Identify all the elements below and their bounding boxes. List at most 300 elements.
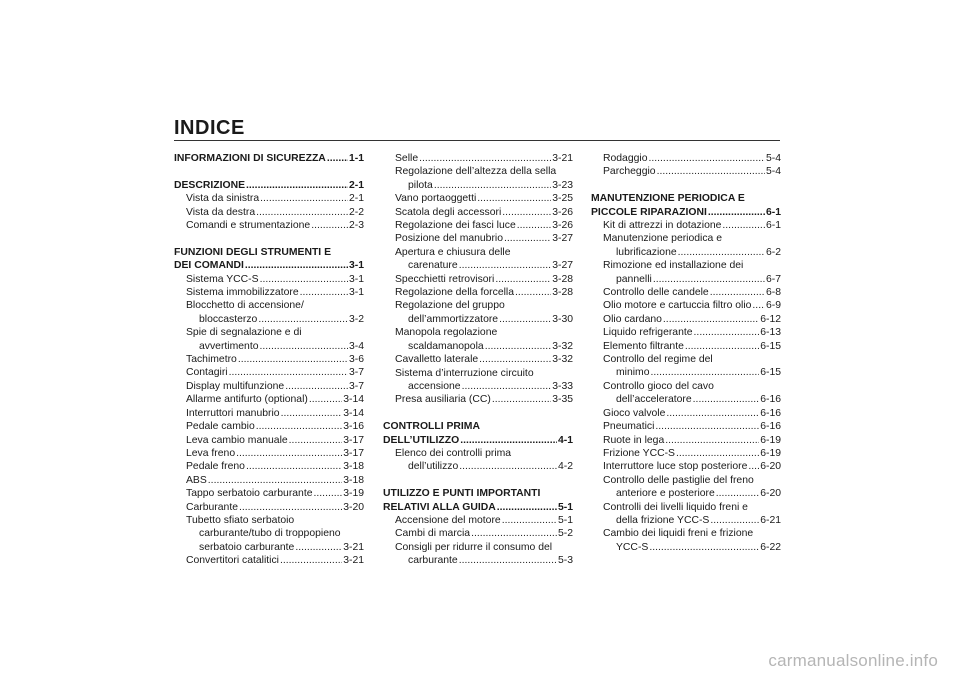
dot-leader <box>462 380 552 393</box>
toc-entry-label: Rodaggio <box>603 153 648 164</box>
toc-entry[interactable] <box>591 326 781 339</box>
toc-entry-label: Gioco valvole <box>603 407 666 419</box>
toc-entry[interactable] <box>174 554 364 567</box>
toc-entry-label: Sistema YCC-S <box>186 273 259 285</box>
dot-leader <box>504 232 551 245</box>
toc-page-number: 3-18 <box>343 474 364 486</box>
toc-column-1 <box>174 152 364 568</box>
toc-entry[interactable] <box>591 165 781 178</box>
dot-leader <box>459 460 557 473</box>
toc-page-number: 3-7 <box>348 380 364 392</box>
toc-entry[interactable] <box>383 206 573 219</box>
toc-entry[interactable] <box>591 487 781 500</box>
toc-entry-label: Regolazione dell’altezza della sella <box>395 166 557 178</box>
toc-page-number: 2-1 <box>348 179 364 191</box>
toc-page-number: 5-3 <box>557 555 573 567</box>
dot-leader <box>471 527 557 540</box>
toc-column-2 <box>383 152 573 568</box>
toc-entry-label: Vista da destra <box>186 206 256 218</box>
toc-entry[interactable] <box>383 152 573 165</box>
toc-page-number: 6-7 <box>765 273 781 285</box>
toc-entry-label: carenature <box>408 260 458 272</box>
toc-section-heading[interactable] <box>174 152 364 165</box>
section-gap <box>174 232 364 245</box>
toc-page-number: 6-12 <box>760 313 781 325</box>
toc-entry[interactable] <box>383 514 573 527</box>
toc-entry-label: avvertimento <box>199 340 259 352</box>
toc-page-number: 3-26 <box>552 220 573 232</box>
toc-page-number: 5-2 <box>557 528 573 540</box>
dot-leader <box>716 487 759 500</box>
section-gap <box>383 407 573 420</box>
dot-leader <box>502 514 557 527</box>
toc-page-number: 6-2 <box>765 246 781 258</box>
toc-page-number: 3-18 <box>343 461 364 473</box>
dot-leader <box>246 179 348 192</box>
toc-entry[interactable] <box>591 407 781 420</box>
toc-entry[interactable] <box>383 232 573 245</box>
dot-leader <box>693 393 760 406</box>
dot-leader <box>663 313 759 326</box>
toc-entry-label: Apertura e chiusura delle <box>395 246 511 258</box>
toc-entry-label: Pedale cambio <box>186 421 255 433</box>
toc-entry[interactable] <box>383 554 573 567</box>
toc-entry-label: pilota <box>408 179 433 191</box>
toc-page-number: 6-16 <box>760 407 781 419</box>
toc-page-number: 3-14 <box>343 407 364 419</box>
toc-entry-label: Consigli per ridurre il consumo del <box>395 541 553 553</box>
dot-leader <box>710 286 765 299</box>
toc-entry-label: Sistema immobilizzatore <box>186 287 299 299</box>
dot-leader <box>256 206 348 219</box>
toc-entry-label: FUNZIONI DEGLI STRUMENTI E <box>174 246 332 258</box>
toc-page-number: 3-1 <box>348 273 364 285</box>
toc-entry-label: bloccasterzo <box>199 313 258 325</box>
toc-section-heading <box>383 420 573 433</box>
toc-entry[interactable] <box>383 179 573 192</box>
dot-leader <box>748 460 759 473</box>
toc-entry[interactable] <box>591 340 781 353</box>
dot-leader <box>485 340 552 353</box>
toc-entry[interactable] <box>591 286 781 299</box>
toc-page-number: 6-22 <box>760 541 781 553</box>
toc-entry[interactable] <box>174 487 364 500</box>
title-divider <box>174 140 780 141</box>
toc-page-number: 3-27 <box>552 233 573 245</box>
toc-entry[interactable] <box>174 219 364 232</box>
toc-page-number: 5-1 <box>557 514 573 526</box>
dot-leader <box>327 152 348 165</box>
toc-entry <box>591 527 781 540</box>
toc-entry-label: Carburante <box>186 501 238 513</box>
toc-entry-label: pannelli <box>616 273 652 285</box>
dot-leader <box>236 447 342 460</box>
dot-leader <box>256 420 342 433</box>
toc-entry[interactable] <box>591 541 781 554</box>
dot-leader <box>722 219 765 232</box>
toc-entry-label: Regolazione dei fasci luce <box>395 220 516 232</box>
toc-entry-label: Controllo delle candele <box>603 287 709 299</box>
toc-page-number: 3-4 <box>348 340 364 352</box>
toc-page-number: 2-2 <box>348 206 364 218</box>
toc-entry-label: carburante/tubo di troppopieno <box>199 528 341 540</box>
toc-page-number: 3-6 <box>348 354 364 366</box>
toc-entry-label: Rimozione ed installazione dei <box>603 260 744 272</box>
toc-entry <box>383 165 573 178</box>
toc-entry <box>591 380 781 393</box>
toc-entry-label: carburante <box>408 555 458 567</box>
toc-page-number: 3-33 <box>552 380 573 392</box>
toc-entry-label: Sistema d’interruzione circuito <box>395 367 534 379</box>
toc-page-number: 3-21 <box>343 555 364 567</box>
toc-entry-label: Manopola regolazione <box>395 327 498 339</box>
toc-entry[interactable] <box>591 393 781 406</box>
toc-entry[interactable] <box>591 460 781 473</box>
dot-leader <box>678 246 765 259</box>
toc-page-number: 3-26 <box>552 206 573 218</box>
toc-entry-label: Scatola degli accessori <box>395 206 502 218</box>
toc-entry[interactable] <box>591 434 781 447</box>
toc-entry-label: Olio motore e cartuccia filtro olio <box>603 300 752 312</box>
toc-entry-label: serbatoio carburante <box>199 541 295 553</box>
toc-entry-label: Controllo del regime del <box>603 354 713 366</box>
page-title: INDICE <box>174 117 245 139</box>
toc-page-number: 3-20 <box>343 501 364 513</box>
toc-entry[interactable] <box>174 447 364 460</box>
toc-entry <box>174 299 364 312</box>
toc-page-number: 3-35 <box>552 394 573 406</box>
toc-entry-label: Accensione del motore <box>395 514 501 526</box>
toc-entry-label: DEI COMANDI <box>174 260 244 272</box>
toc-entry <box>383 326 573 339</box>
dot-leader <box>515 286 551 299</box>
dot-leader <box>694 326 760 339</box>
dot-leader <box>289 434 343 447</box>
toc-entry-label: Ruote in lega <box>603 434 665 446</box>
toc-page-number: 6-1 <box>765 206 781 218</box>
toc-entry[interactable] <box>174 501 364 514</box>
dot-leader <box>260 192 348 205</box>
toc-page-number: 3-28 <box>552 273 573 285</box>
toc-entry[interactable] <box>383 460 573 473</box>
toc-entry-label: Tappo serbatoio carburante <box>186 488 313 500</box>
toc-entry[interactable] <box>591 366 781 379</box>
toc-entry <box>383 541 573 554</box>
toc-page-number: 3-28 <box>552 287 573 299</box>
toc-entry[interactable] <box>174 340 364 353</box>
toc-entry <box>591 232 781 245</box>
toc-section-heading[interactable] <box>174 179 364 192</box>
toc-entry[interactable] <box>591 246 781 259</box>
toc-entry[interactable] <box>174 393 364 406</box>
dot-leader <box>238 353 348 366</box>
toc-entry-label: minimo <box>616 367 650 379</box>
toc-section-heading[interactable] <box>174 259 364 272</box>
section-gap <box>591 179 781 192</box>
toc-entry-label: YCC-S <box>616 541 649 553</box>
toc-entry-label: Kit di attrezzi in dotazione <box>603 220 722 232</box>
toc-entry[interactable] <box>174 380 364 393</box>
dot-leader <box>657 165 765 178</box>
toc-entry-label: Comandi e strumentazione <box>186 220 311 232</box>
toc-entry-label: Frizione YCC-S <box>603 447 675 459</box>
toc-page-number: 2-1 <box>348 193 364 205</box>
toc-page-number: 5-4 <box>765 166 781 178</box>
toc-entry-label: Pneumatici <box>603 421 655 433</box>
dot-leader <box>495 273 551 286</box>
dot-leader <box>259 340 347 353</box>
toc-entry[interactable] <box>174 206 364 219</box>
toc-entry <box>591 259 781 272</box>
dot-leader <box>459 554 557 567</box>
toc-entry[interactable] <box>174 192 364 205</box>
toc-entry-label: Cavalletto laterale <box>395 354 479 366</box>
toc-page-number: 3-23 <box>552 179 573 191</box>
toc-entry-label: Convertitori catalitici <box>186 555 279 567</box>
toc-entry-label: Controllo gioco del cavo <box>603 380 714 392</box>
toc-page-number: 4-1 <box>557 434 573 446</box>
section-gap <box>174 165 364 178</box>
toc-page-number: 6-20 <box>760 461 781 473</box>
toc-entry-label: Cambi di marcia <box>395 528 471 540</box>
toc-page-number: 6-20 <box>760 488 781 500</box>
toc-entry-label: Allarme antifurto (optional) <box>186 394 308 406</box>
toc-entry <box>383 367 573 380</box>
toc-entry-label: Tachimetro <box>186 354 237 366</box>
dot-leader <box>499 313 551 326</box>
toc-entry-label: dell’acceleratore <box>616 394 692 406</box>
toc-entry-label: Blocchetto di accensione/ <box>186 300 304 312</box>
toc-page-number: 3-14 <box>343 394 364 406</box>
toc-entry-label: Leva cambio manuale <box>186 434 288 446</box>
toc-page-number: 5-1 <box>557 501 573 513</box>
toc-entry-label: PICCOLE RIPARAZIONI <box>591 206 707 218</box>
toc-entry[interactable] <box>383 219 573 232</box>
toc-entry[interactable] <box>383 340 573 353</box>
toc-entry <box>591 501 781 514</box>
toc-column-3 <box>591 152 781 554</box>
dot-leader <box>651 366 760 379</box>
dot-leader <box>685 340 759 353</box>
toc-entry[interactable] <box>383 259 573 272</box>
toc-entry[interactable] <box>174 474 364 487</box>
toc-entry <box>383 246 573 259</box>
toc-entry <box>174 326 364 339</box>
toc-entry-label: Leva freno <box>186 447 236 459</box>
dot-leader <box>245 259 348 272</box>
section-gap <box>383 474 573 487</box>
dot-leader <box>459 259 552 272</box>
toc-entry-label: Liquido refrigerante <box>603 327 693 339</box>
toc-entry-label: Pedale freno <box>186 461 245 473</box>
dot-leader <box>653 273 765 286</box>
toc-entry[interactable] <box>174 286 364 299</box>
dot-leader <box>229 366 348 379</box>
toc-entry[interactable] <box>174 353 364 366</box>
toc-entry-label: Manutenzione periodica e <box>603 233 722 245</box>
toc-entry[interactable] <box>383 273 573 286</box>
toc-entry-label: Interruttori manubrio <box>186 407 280 419</box>
toc-entry-label: anteriore e posteriore <box>616 488 715 500</box>
toc-entry-label: lubrificazione <box>616 246 677 258</box>
toc-entry[interactable] <box>591 299 781 312</box>
toc-section-heading[interactable] <box>591 206 781 219</box>
dot-leader <box>309 393 342 406</box>
toc-page-number: 3-17 <box>343 434 364 446</box>
toc-entry[interactable] <box>174 273 364 286</box>
toc-entry[interactable] <box>174 420 364 433</box>
toc-page-number: 6-8 <box>765 287 781 299</box>
dot-leader <box>666 407 759 420</box>
toc-entry-label: Controlli dei livelli liquido freni e <box>603 501 748 513</box>
toc-entry-label: UTILIZZO E PUNTI IMPORTANTI <box>383 488 541 500</box>
toc-entry-label: dell’utilizzo <box>408 461 459 473</box>
toc-section-heading[interactable] <box>383 434 573 447</box>
toc-entry[interactable] <box>174 313 364 326</box>
toc-page-number: 3-19 <box>343 488 364 500</box>
toc-entry[interactable] <box>591 152 781 165</box>
toc-entry-label: Parcheggio <box>603 166 656 178</box>
toc-entry[interactable] <box>591 514 781 527</box>
toc-entry-label: MANUTENZIONE PERIODICA E <box>591 193 745 205</box>
toc-entry[interactable] <box>174 407 364 420</box>
toc-entry[interactable] <box>174 366 364 379</box>
toc-entry-label: Selle <box>395 153 419 164</box>
toc-page-number: 2-3 <box>348 220 364 232</box>
toc-entry[interactable] <box>591 447 781 460</box>
dot-leader <box>649 152 765 165</box>
toc-entry-label: Vano portaoggetti <box>395 193 477 205</box>
toc-entry-label: Vista da sinistra <box>186 193 260 205</box>
toc-entry-label: Controllo delle pastiglie del freno <box>603 474 754 486</box>
toc-section-heading <box>174 246 364 259</box>
toc-page-number: 6-19 <box>760 434 781 446</box>
dot-leader <box>246 460 342 473</box>
dot-leader <box>752 299 765 312</box>
toc-page-number: 3-16 <box>343 421 364 433</box>
toc-section-heading[interactable] <box>383 501 573 514</box>
toc-entry[interactable] <box>383 192 573 205</box>
toc-section-heading <box>591 192 781 205</box>
dot-leader <box>517 219 551 232</box>
toc-entry <box>383 447 573 460</box>
toc-entry-label: dell’ammortizzatore <box>408 313 499 325</box>
dot-leader <box>208 474 342 487</box>
toc-entry[interactable] <box>174 541 364 554</box>
toc-entry-label: Elenco dei controlli prima <box>395 447 512 459</box>
toc-entry-label: Specchietti retrovisori <box>395 273 495 285</box>
dot-leader <box>655 420 759 433</box>
dot-leader <box>314 487 343 500</box>
toc-page-number: 3-21 <box>552 153 573 164</box>
dot-leader <box>497 501 557 514</box>
toc-entry-label: Cambio dei liquidi freni e frizione <box>603 528 754 540</box>
dot-leader <box>460 434 557 447</box>
toc-entry[interactable] <box>174 434 364 447</box>
toc-page-number: 6-9 <box>765 300 781 312</box>
toc-entry-label: accensione <box>408 380 461 392</box>
dot-leader <box>492 393 551 406</box>
toc-entry[interactable] <box>383 286 573 299</box>
toc-page-number: 6-16 <box>760 421 781 433</box>
toc-page-number: 4-2 <box>557 461 573 473</box>
dot-leader <box>649 541 759 554</box>
toc-page-number: 5-4 <box>765 153 781 164</box>
toc-entry[interactable] <box>591 219 781 232</box>
toc-entry-label: Elemento filtrante <box>603 340 684 352</box>
dot-leader <box>285 380 348 393</box>
toc-entry-label: Regolazione del gruppo <box>395 300 505 312</box>
toc-entry <box>591 474 781 487</box>
watermark-footer: carmanualsonline.info <box>768 651 938 670</box>
toc-entry[interactable] <box>591 273 781 286</box>
toc-page-number: 3-1 <box>348 287 364 299</box>
dot-leader <box>258 313 348 326</box>
toc-entry-label: Regolazione della forcella <box>395 287 514 299</box>
toc-entry-label: Interruttore luce stop posteriore <box>603 461 748 473</box>
toc-entry-label: scaldamanopola <box>408 340 484 352</box>
dot-leader <box>260 273 348 286</box>
toc-entry[interactable] <box>383 353 573 366</box>
toc-page-number: 3-7 <box>348 367 364 379</box>
dot-leader <box>676 447 759 460</box>
toc-page-number: 6-21 <box>760 514 781 526</box>
dot-leader <box>434 179 551 192</box>
toc-entry[interactable] <box>383 527 573 540</box>
toc-entry-label: Presa ausiliaria (CC) <box>395 394 491 406</box>
toc-entry[interactable] <box>591 313 781 326</box>
toc-entry <box>174 514 364 527</box>
toc-section-heading <box>383 487 573 500</box>
toc-entry <box>591 353 781 366</box>
toc-page-number: 3-30 <box>552 313 573 325</box>
toc-entry[interactable] <box>383 393 573 406</box>
toc-page-number: 6-15 <box>760 367 781 379</box>
toc-page-number: 6-19 <box>760 447 781 459</box>
dot-leader <box>477 192 551 205</box>
toc-entry-label: della frizione YCC-S <box>616 514 710 526</box>
toc-page-number: 1-1 <box>348 153 364 164</box>
toc-entry[interactable] <box>383 380 573 393</box>
dot-leader <box>502 206 551 219</box>
toc-page-number: 3-25 <box>552 193 573 205</box>
toc-page-number: 3-2 <box>348 313 364 325</box>
toc-entry <box>383 299 573 312</box>
toc-page-number: 3-21 <box>343 541 364 553</box>
toc-entry-label: Contagiri <box>186 367 228 379</box>
toc-page-number: 3-32 <box>552 354 573 366</box>
dot-leader <box>665 434 759 447</box>
toc-entry[interactable] <box>591 420 781 433</box>
toc-entry-label: ABS <box>186 474 207 486</box>
toc-entry-label: CONTROLLI PRIMA <box>383 421 480 433</box>
toc-page-number: 3-27 <box>552 260 573 272</box>
toc-entry-label: Tubetto sfiato serbatoio <box>186 514 295 526</box>
toc-entry-label: DELL’UTILIZZO <box>383 434 460 446</box>
toc-entry-label: INFORMAZIONI DI SICUREZZA <box>174 153 326 164</box>
dot-leader <box>239 501 342 514</box>
toc-page-number: 3-17 <box>343 447 364 459</box>
toc-entry-label: RELATIVI ALLA GUIDA <box>383 501 496 513</box>
dot-leader <box>710 514 759 527</box>
dot-leader <box>281 407 343 420</box>
toc-page-number: 6-1 <box>765 220 781 232</box>
toc-page-number: 6-16 <box>760 394 781 406</box>
toc-entry[interactable] <box>383 313 573 326</box>
toc-entry[interactable] <box>174 460 364 473</box>
toc-page-number: 6-15 <box>760 340 781 352</box>
toc-page-number: 3-32 <box>552 340 573 352</box>
